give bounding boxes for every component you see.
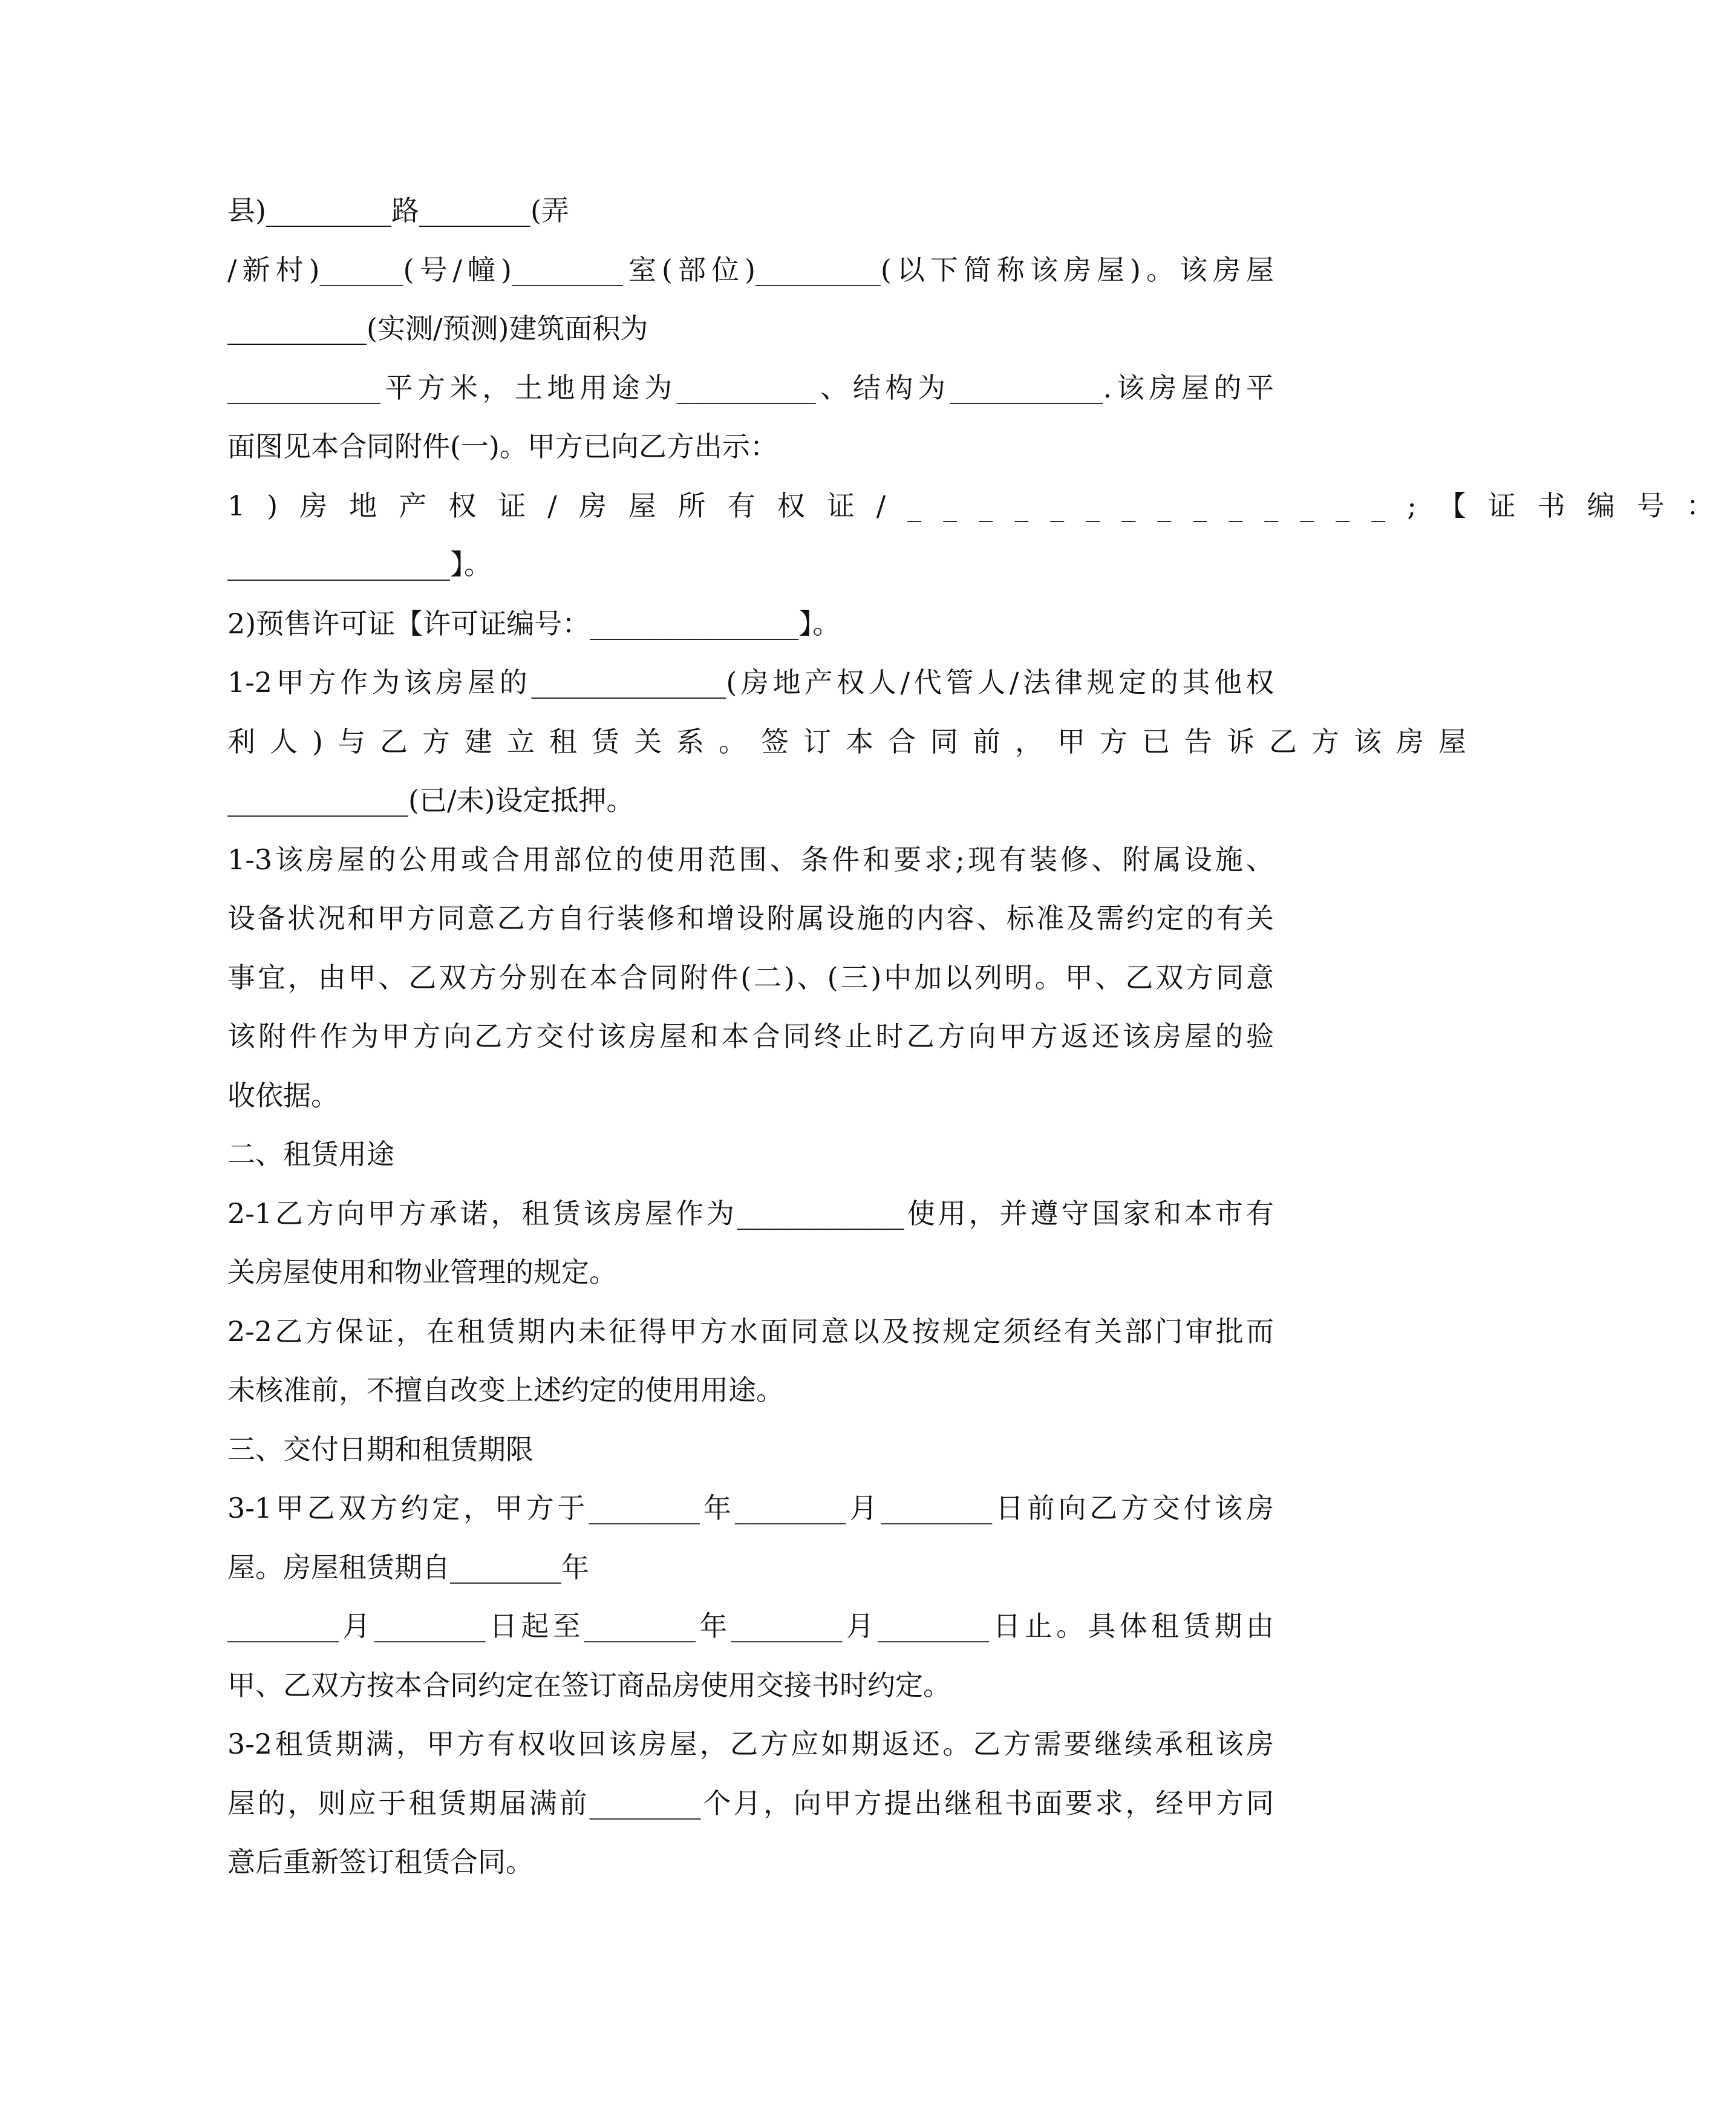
text-line: ___________平方米，土地用途为__________、结构为___________.该房屋的平 bbox=[227, 371, 1274, 404]
text-line: 2-1乙方向甲方承诺，租赁该房屋作为____________使用，并遵守国家和本市有 bbox=[227, 1196, 1274, 1230]
text-line: 屋。房屋租赁期自________年 bbox=[227, 1550, 589, 1584]
text-line: 1-3该房屋的公用或合用部位的使用范围、条件和要求;现有装修、附属设施、 bbox=[227, 843, 1274, 876]
text-line: ________月________日起至________年________月________日止。具体租赁期由 bbox=[227, 1610, 1274, 1642]
text-line: 该附件作为甲方向乙方交付该房屋和本合同终止时乙方向甲方返还该房屋的验 bbox=[227, 1020, 1274, 1053]
text-line: 2)预售许可证【许可证编号：_______________】。 bbox=[227, 607, 841, 640]
text-line: 2-2乙方保证，在租赁期内未征得甲方水面同意以及按规定须经有关部门审批而 bbox=[227, 1314, 1274, 1348]
text-line: 设备状况和甲方同意乙方自行装修和增设附属设施的内容、标准及需约定的有关 bbox=[227, 902, 1274, 935]
text-line: ________________】。 bbox=[227, 548, 492, 581]
text-line: __________(实测/预测)建筑面积为 bbox=[227, 312, 648, 345]
text-line: 收依据。 bbox=[227, 1079, 339, 1112]
text-line: 未核准前，不擅自改变上述约定的使用用途。 bbox=[227, 1374, 784, 1406]
text-line: 屋的，则应于租赁期届满前________个月，向甲方提出继租书面要求，经甲方同 bbox=[227, 1786, 1274, 1820]
document-page bbox=[227, 181, 1736, 1892]
text-line: 县)_________路________(弄 bbox=[227, 194, 569, 227]
section-heading: 三、交付日期和租赁期限 bbox=[227, 1432, 534, 1466]
text-line: 关房屋使用和物业管理的规定。 bbox=[227, 1256, 617, 1288]
text-line: 利人)与乙方建立租赁关系。签订本合同前，甲方已告诉乙方该房屋 bbox=[227, 725, 1481, 758]
text-line: 甲、乙双方按本合同约定在签订商品房使用交接书时约定。 bbox=[227, 1668, 951, 1702]
text-line: 1-2甲方作为该房屋的______________(房地产权人/代管人/法律规定的其他权 bbox=[227, 666, 1274, 699]
text-line: 3-2租赁期满，甲方有权收回该房屋，乙方应如期返还。乙方需要继续承租该房 bbox=[227, 1728, 1274, 1760]
text-line: 意后重新签订租赁合同。 bbox=[227, 1846, 534, 1878]
text-line: 事宜，由甲、乙双方分别在本合同附件(二)、(三)中加以列明。甲、乙双方同意 bbox=[227, 961, 1274, 994]
text-line: 1)房地产权证/房屋所有权证/______________;【证书编号： bbox=[227, 489, 1736, 522]
text-line: 3-1甲乙双方约定，甲方于________年________月________日前向乙方交付该房 bbox=[227, 1492, 1274, 1524]
text-line: 面图见本合同附件(一)。甲方已向乙方出示： bbox=[227, 430, 778, 463]
text-line: _____________(已/未)设定抵押。 bbox=[227, 784, 635, 817]
text-line: /新村)______(号/幢)________室(部位)_________(以下简称该房屋)。该房屋 bbox=[227, 253, 1274, 286]
section-heading: 二、租赁用途 bbox=[227, 1138, 394, 1170]
